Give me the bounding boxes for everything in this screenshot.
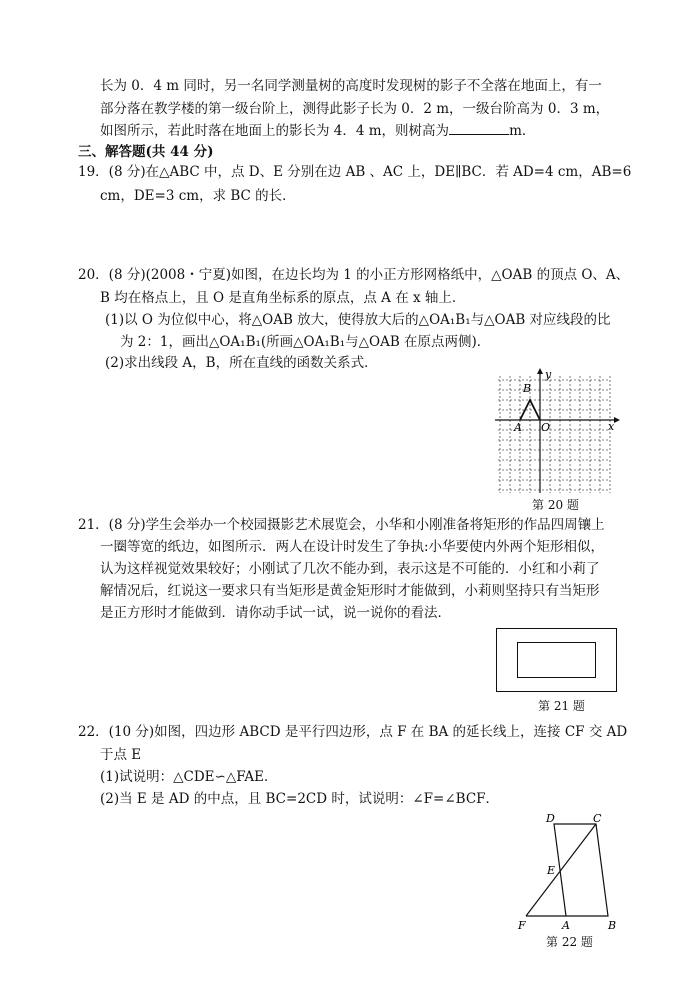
- q21-line-3: 认为这样视觉效果较好；小刚试了几次不能办到，表示这是不可能的．小红和小莉了: [100, 561, 600, 577]
- answer-blank: [449, 122, 509, 135]
- label-d: D: [546, 812, 555, 825]
- section-heading: 三、解答题(共 44 分): [78, 144, 214, 160]
- figure-21-inner-rect: [517, 642, 596, 678]
- label-e: E: [547, 864, 556, 877]
- q19-line-2: cm，DE=3 cm，求 BC 的长．: [100, 188, 296, 204]
- q20-line-2: B 均在格点上，且 O 是直角坐标系的原点，点 A 在 x 轴上．: [100, 290, 466, 306]
- q21-line-1: 21．(8 分)学生会举办一个校园摄影艺术展览会，小华和小刚准备将矩形的作品四周镶上: [78, 517, 605, 533]
- label-a: A: [514, 421, 522, 434]
- label-f: F: [518, 919, 526, 932]
- q22-line-4: (2)当 E 是 AD 的中点，且 BC=2CD 时，试说明：∠F=∠BCF．: [100, 791, 500, 807]
- q18-line-3a: 如图所示，若此时落在地面上的影长为 4．4 m，则树高为: [100, 123, 450, 139]
- q22-line-3: (1)试说明：△CDE∽△FAE．: [100, 769, 278, 785]
- figure-20-grid: [490, 368, 620, 496]
- x-axis-arrow: [614, 417, 620, 423]
- q19-line-1: 19．(8 分)在△ABC 中，点 D、E 分别在边 AB 、AC 上，DE∥BC．若 AD=4 cm，AB=6: [78, 164, 632, 180]
- figure-21-caption: 第 21 题: [538, 699, 585, 713]
- label-a: A: [562, 919, 570, 932]
- q18-line-1: 长为 0．4 m 同时，另一名同学测量树的高度时发现树的影子不全落在地面上，有一: [100, 78, 602, 94]
- grid-lines: [498, 376, 610, 493]
- q20-line-5: (2)求出线段 A，B，所在直线的函数关系式．: [105, 355, 378, 371]
- q21-line-2: 一圈等宽的纸边，如图所示．两人在设计时发生了争执:小华要使内外两个矩形相似，: [100, 539, 605, 555]
- label-c: C: [593, 812, 602, 825]
- label-b: B: [523, 382, 532, 395]
- q18-line-3b: m．: [509, 123, 536, 139]
- q22-line-2: 于点 E: [100, 747, 142, 763]
- label-y: y: [545, 368, 552, 381]
- parallelogram-abcd: [554, 824, 608, 916]
- q20-line-3: (1)以 O 为位似中心，将△OAB 放大，使得放大后的△OA₁B₁与△OAB 对应线段的比: [105, 312, 611, 328]
- label-b: B: [608, 919, 617, 932]
- q18-line-2: 部分落在教学楼的第一级台阶上，测得此影子长为 0．2 m，一级台阶高为 0．3 m，: [100, 101, 610, 117]
- q18-line-3: [100, 121, 535, 141]
- q22-line-1: 22．(10 分)如图，四边形 ABCD 是平行四边形，点 F 在 BA 的延长线上，连接 CF 交 AD: [78, 724, 628, 740]
- figure-22-caption: 第 22 题: [546, 935, 593, 949]
- figure-21-outer-rect: [496, 628, 617, 692]
- q21-line-4: 解情况后，红说这一要求只有当矩形是黄金矩形时才能做到，小莉则坚持只有当矩形: [100, 583, 600, 599]
- q20-line-1: 20．(8 分)(2008・宁夏)如图，在边长均为 1 的小正方形网格纸中，△OAB 的顶点 O、A、: [78, 267, 630, 283]
- y-axis-arrow: [537, 368, 543, 374]
- q20-line-4: 为 2：1，画出△OA₁B₁(所画△OA₁B₁与△OAB 在原点两侧)．: [120, 334, 491, 350]
- figure-20-caption: 第 20 题: [532, 498, 579, 512]
- figure-22-parallelogram: [510, 810, 630, 935]
- segment-cf: [526, 824, 596, 916]
- label-x: x: [608, 420, 615, 433]
- label-o: O: [541, 421, 551, 434]
- q21-line-5: 是正方形时才能做到．请你动手试一试，说一说你的看法．: [100, 605, 451, 621]
